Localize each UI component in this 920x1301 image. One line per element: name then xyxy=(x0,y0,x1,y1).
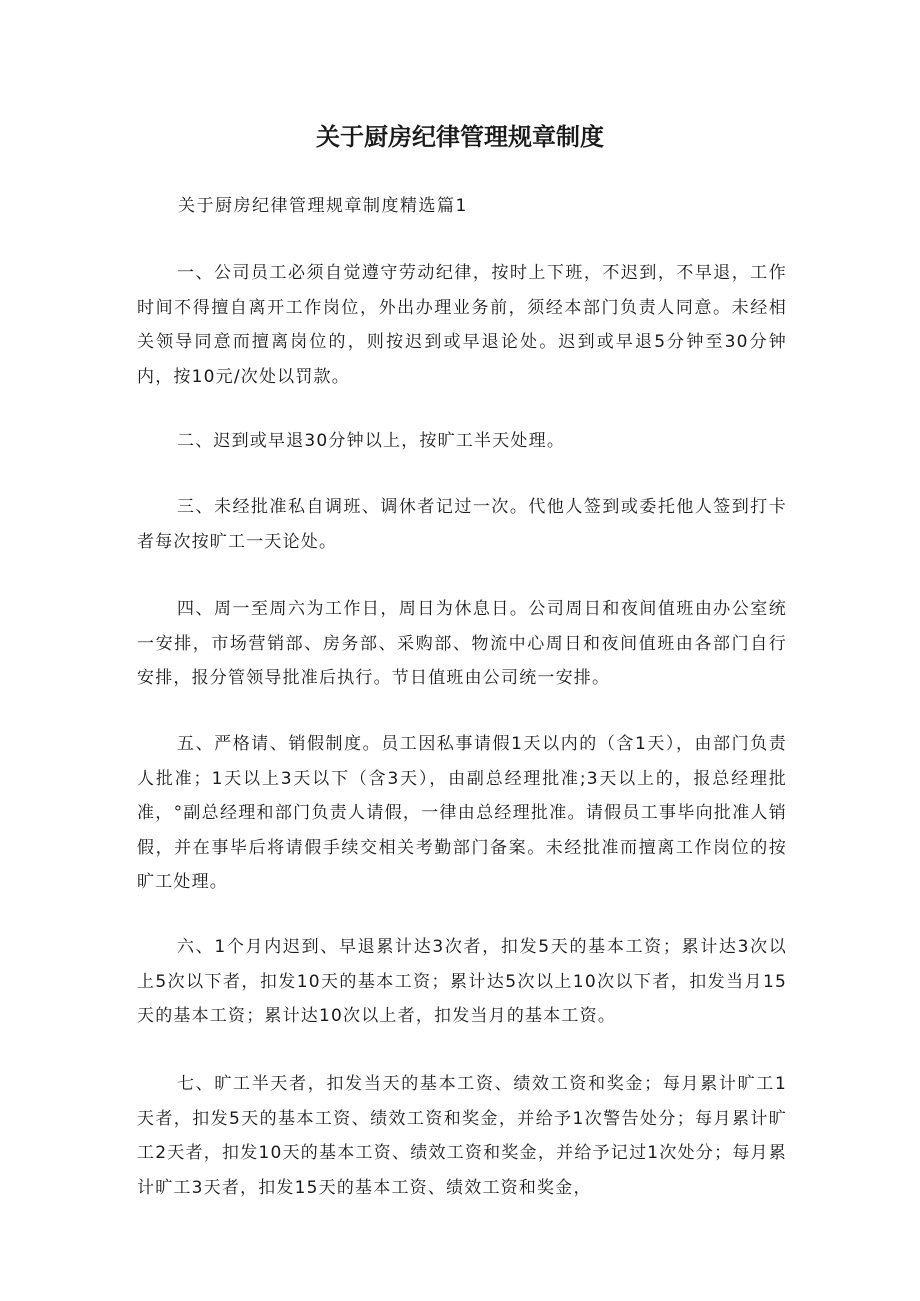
document-subtitle: 关于厨房纪律管理规章制度精选篇1 xyxy=(178,196,468,216)
paragraph-3: 三、未经批准私自调班、调休者记过一次。代他人签到或委托他人签到打卡者每次按旷工一天论处。 xyxy=(137,497,787,552)
paragraph-5: 五、严格请、销假制度。员工因私事请假1天以内的（含1天），由部门负责人批准；1天以上3天以下（含3天），由副总经理批准;3天以上的，报总经理批准，°副总经理和部门负责人请假，一律由总经理批准。请假员工事毕向批准人销假，并在事毕后将请假手续交相关考勤部门备案。未经批准而擅离工作岗位的按旷工处理。 xyxy=(137,734,787,892)
document-title: 关于厨房纪律管理规章制度 xyxy=(316,123,604,151)
paragraph-1: 一、公司员工必须自觉遵守劳动纪律，按时上下班，不迟到，不早退，工作时间不得擅自离开工作岗位，外出办理业务前，须经本部门负责人同意。未经相关领导同意而擅离岗位的，则按迟到或早退论处。迟到或早退5分钟至30分钟内，按10元/次处以罚款。 xyxy=(137,263,787,387)
paragraph-7: 七、旷工半天者，扣发当天的基本工资、绩效工资和奖金；每月累计旷工1天者，扣发5天的基本工资、绩效工资和奖金，并给予1次警告处分；每月累计旷工2天者，扣发10天的基本工资、绩效工资和奖金，并给予记过1次处分；每月累计旷工3天者，扣发15天的基本工资、绩效工资和奖金， xyxy=(137,1074,787,1198)
paragraph-2: 二、迟到或早退30分钟以上，按旷工半天处理。 xyxy=(177,431,566,451)
paragraph-4: 四、周一至周六为工作日，周日为休息日。公司周日和夜间值班由办公室统一安排，市场营销部、房务部、采购部、物流中心周日和夜间值班由各部门自行安排，报分管领导批准后执行。节日值班由公司统一安排。 xyxy=(137,599,787,688)
paragraph-6: 六、1个月内迟到、早退累计达3次者，扣发5天的基本工资；累计达3次以上5次以下者，扣发10天的基本工资；累计达5次以上10次以下者，扣发当月15天的基本工资；累计达10次以上者，扣发当月的基本工资。 xyxy=(137,937,787,1026)
